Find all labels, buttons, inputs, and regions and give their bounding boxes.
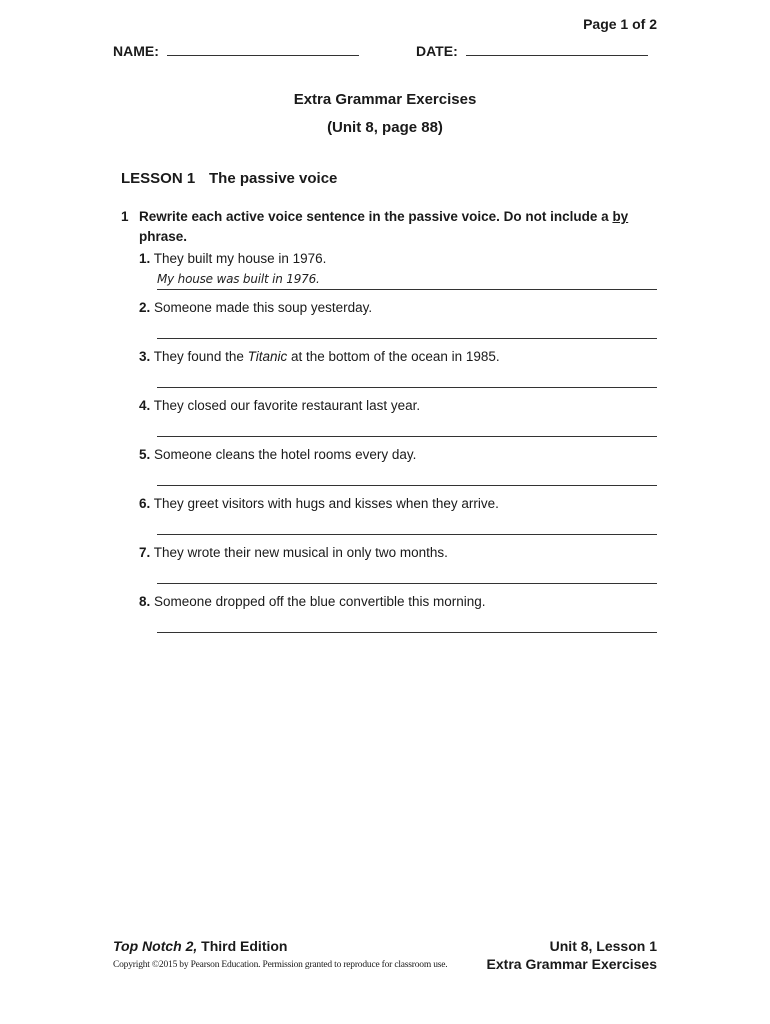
lesson-heading xyxy=(121,170,337,187)
document-title: Extra Grammar Exercises xyxy=(293,91,477,108)
item-number: 5. xyxy=(139,447,151,462)
item-text: They closed our favorite restaurant last year. xyxy=(153,398,421,413)
exercise-number: 1 xyxy=(121,209,129,224)
name-field xyxy=(113,43,359,59)
footer-unit-lesson: Unit 8, Lesson 1 xyxy=(549,938,657,954)
item-text: Someone cleans the hotel rooms every day. xyxy=(154,447,417,462)
footer-section: Extra Grammar Exercises xyxy=(486,956,657,972)
item-text: Someone dropped off the blue convertible this morning. xyxy=(154,594,486,609)
exercise-item xyxy=(139,496,657,511)
answer-line[interactable] xyxy=(157,615,657,633)
answer-line[interactable] xyxy=(157,517,657,535)
instruction-by: by xyxy=(612,209,629,224)
footer-book-title xyxy=(113,938,287,954)
date-blank[interactable] xyxy=(466,43,648,56)
lesson-topic: The passive voice xyxy=(209,170,338,187)
item-text: They greet visitors with hugs and kisses when they arrive. xyxy=(153,496,499,511)
item-number: 3. xyxy=(139,349,151,364)
date-field xyxy=(416,43,648,59)
item-number: 2. xyxy=(139,300,151,315)
exercise-item xyxy=(139,447,657,462)
item-number: 8. xyxy=(139,594,151,609)
answer-line[interactable] xyxy=(157,321,657,339)
page-number: Page 1 of 2 xyxy=(583,16,657,32)
exercise-item xyxy=(139,545,657,560)
footer-copyright: Copyright ©2015 by Pearson Education. Permission granted to reproduce for classroom use. xyxy=(113,960,448,970)
item-text: They built my house in 1976. xyxy=(153,251,327,266)
item-text: They wrote their new musical in only two months. xyxy=(153,545,448,560)
document-subtitle: (Unit 8, page 88) xyxy=(327,119,443,136)
item-number: 6. xyxy=(139,496,151,511)
instruction-text: Rewrite each active voice sentence in the passive voice. Do not include a xyxy=(139,209,613,224)
exercise-item xyxy=(139,251,657,286)
name-label: NAME: xyxy=(113,43,159,59)
item-text-italic: Titanic xyxy=(247,349,288,364)
answer-line[interactable] xyxy=(157,370,657,388)
book-edition: Third Edition xyxy=(197,938,288,954)
instruction-text-end: phrase. xyxy=(139,229,188,244)
item-text-before: They found the xyxy=(153,349,248,364)
answer-line[interactable]: My house was built in 1976. xyxy=(157,272,657,290)
exercise-item xyxy=(139,300,657,315)
answer-line[interactable] xyxy=(157,468,657,486)
item-text: Someone made this soup yesterday. xyxy=(154,300,373,315)
exercise-instruction xyxy=(121,207,641,247)
name-blank[interactable] xyxy=(167,43,359,56)
item-text-after: at the bottom of the ocean in 1985. xyxy=(287,349,500,364)
answer-line[interactable] xyxy=(157,419,657,437)
item-number: 7. xyxy=(139,545,151,560)
answer-line[interactable] xyxy=(157,566,657,584)
exercise-item xyxy=(139,594,657,609)
item-number: 4. xyxy=(139,398,151,413)
lesson-number: LESSON 1 xyxy=(121,170,196,187)
exercise-item xyxy=(139,398,657,413)
date-label: DATE: xyxy=(416,43,458,59)
exercise-item xyxy=(139,349,657,364)
item-number: 1. xyxy=(139,251,151,266)
book-title: Top Notch 2, xyxy=(113,938,198,954)
